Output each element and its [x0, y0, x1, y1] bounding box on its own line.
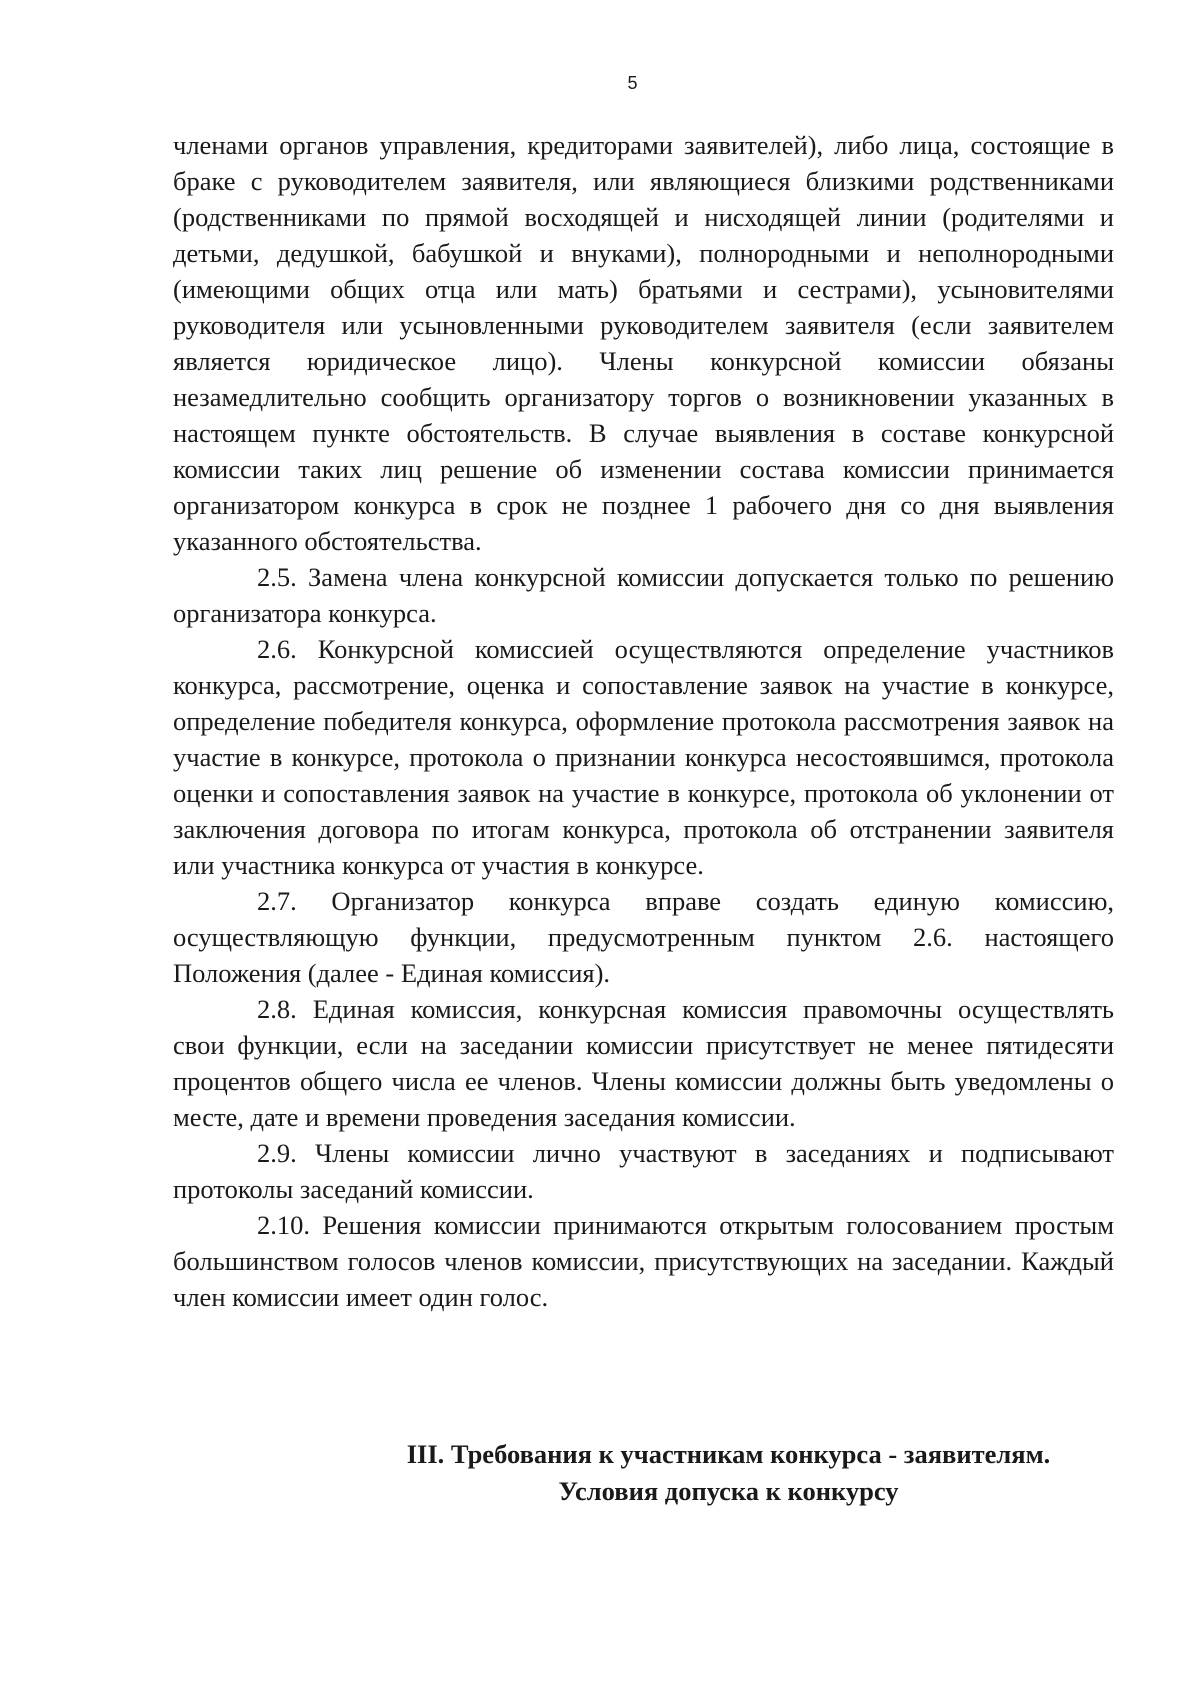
paragraph-2-5: 2.5. Замена члена конкурсной комиссии допускается только по решению организатора конкурса.: [173, 562, 1114, 628]
paragraph-2-7: 2.7. Организатор конкурса вправе создать единую комиссию, осуществляющую функции, предусмотренным пунктом 2.6. настоящего Положения (далее - Единая комиссия).: [173, 886, 1114, 988]
page-number: 5: [627, 73, 638, 93]
paragraph-2-9: 2.9. Члены комиссии лично участвуют в заседаниях и подписывают протоколы заседаний комиссии.: [173, 1138, 1114, 1204]
section-heading-line-1: III. Требования к участникам конкурса - заявителям.: [406, 1439, 1051, 1469]
section-heading-line-2: Условия допуска к конкурсу: [558, 1476, 899, 1506]
document-body: [173, 127, 1114, 1315]
paragraph-2-6: 2.6. Конкурсной комиссией осуществляются определение участников конкурса, рассмотрение, оценка и сопоставление заявок на участие в конкурсе, определение победителя конкурса, оформление протокола рассмотрения заявок на участие в конкурсе, протокола о признании конкурса несостоявшимся, протокола оценки и сопоставления заявок на участие в конкурсе, протокола об уклонении от заключения договора по итогам конкурса, протокола об отстранении заявителя или участника конкурса от участия в конкурсе.: [173, 634, 1114, 880]
paragraph-continuation: членами органов управления, кредиторами заявителей), либо лица, состоящие в браке с руководителем заявителя, или являющиеся близкими родственниками (родственниками по прямой восходящей и нисходящей линии (родителями и детьми, дедушкой, бабушкой и внуками), полнородными и неполнородными (имеющими общих отца или мать) братьями и сестрами), усыновителями руководителя или усыновленными руководителем заявителя (если заявителем является юридическое лицо). Члены конкурсной комиссии обязаны незамедлительно сообщить организатору торгов о возникновении указанных в настоящем пункте обстоятельств. В случае выявления в составе конкурсной комиссии таких лиц решение об изменении состава комиссии принимается организатором конкурса в срок не позднее 1 рабочего дня со дня выявления указанного обстоятельства.: [173, 130, 1114, 556]
paragraph-2-8: 2.8. Единая комиссия, конкурсная комиссия правомочны осуществлять свои функции, если на заседании комиссии присутствует не менее пятидесяти процентов общего числа ее членов. Члены комиссии должны быть уведомлены о месте, дате и времени проведения заседания комиссии.: [173, 994, 1114, 1132]
section-heading: [258, 1436, 1199, 1510]
paragraph-2-10: 2.10. Решения комиссии принимаются открытым голосованием простым большинством голосов членов комиссии, присутствующих на заседании. Каждый член комиссии имеет один голос.: [173, 1210, 1114, 1312]
